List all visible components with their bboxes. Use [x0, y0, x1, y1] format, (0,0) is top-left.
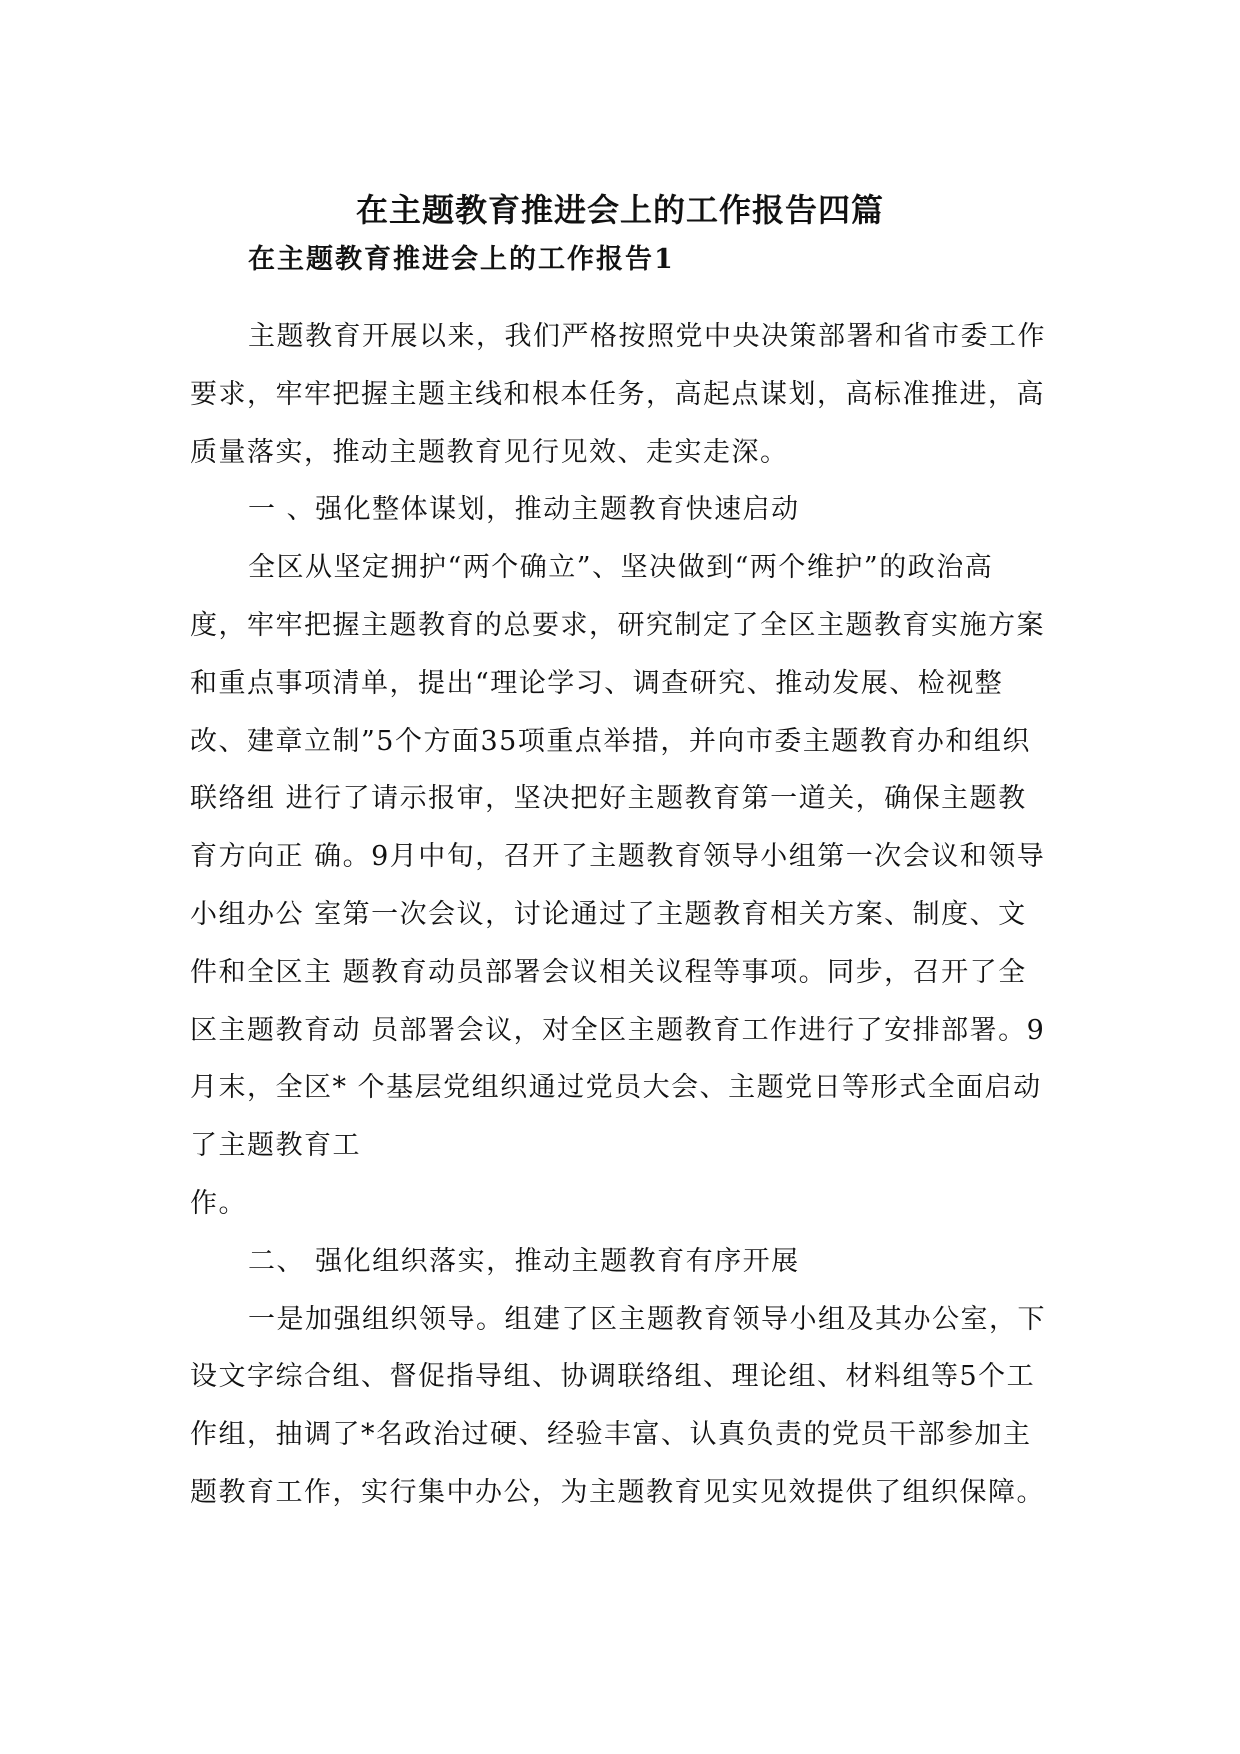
- paragraph-continuation: 作。: [190, 1187, 247, 1219]
- section-heading-2: 二、 强化组织落实，推动主题教育有序开展: [248, 1245, 800, 1277]
- section-heading-1: 一 、强化整体谋划，推动主题教育快速启动: [248, 494, 800, 526]
- paragraph-intro: 主题教育开展以来，我们严格按照党中央决策部署和省市委工作要求，牢牢把握主题主线和根本任务，高起点谋划，高标准推进，高质量落实，推动主题教育见行见效、走实走深。: [190, 321, 1046, 468]
- paragraph-section-2-end: 题教育工作，实行集中办公，为主题教育见实见效提供了组织保障。: [190, 1476, 1045, 1508]
- paragraph-section-2: 一是加强组织领导。组建了区主题教育领导小组及其办公室，下设文字综合组、督促指导组、协调联络组、理论组、材料组等5个工 作组，抽调了*名政治过硬、经验丰富、认真负责的党员干部参加主: [190, 1303, 1046, 1451]
- paragraph-section-1: 全区从坚定拥护“两个确立”、坚决做到“两个维护”的政治高度，牢牢把握主题教育的总要求，研究制定了全区主题教育实施方案和重点事项清单，提出“理论学习、调查研究、推动发展、检视整改、建章立制”5个方面35项重点举措，并向市委主题教育办和组织联络组 进行了请示报审，坚决把好主题教育第一道关，确保主题教育方向正 确。9月中旬，召开了主题教育领导小组第一次会议和领导小组办公 室第一次会议，讨论通过了主题教育相关方案、制度、文件和全区主 题教育动员部署会议相关议程等事项。同步，召开了全区主题教育动 员部署会议，对全区主题教育工作进行了安排部署。9月末，全区* 个基层党组织通过党员大会、主题党日等形式全面启动了主题教育工: [190, 552, 1046, 1162]
- document-body: [190, 308, 1050, 1522]
- report-subtitle: 在主题教育推进会上的工作报告1: [248, 244, 675, 275]
- document-title: 在主题教育推进会上的工作报告四篇: [355, 191, 884, 229]
